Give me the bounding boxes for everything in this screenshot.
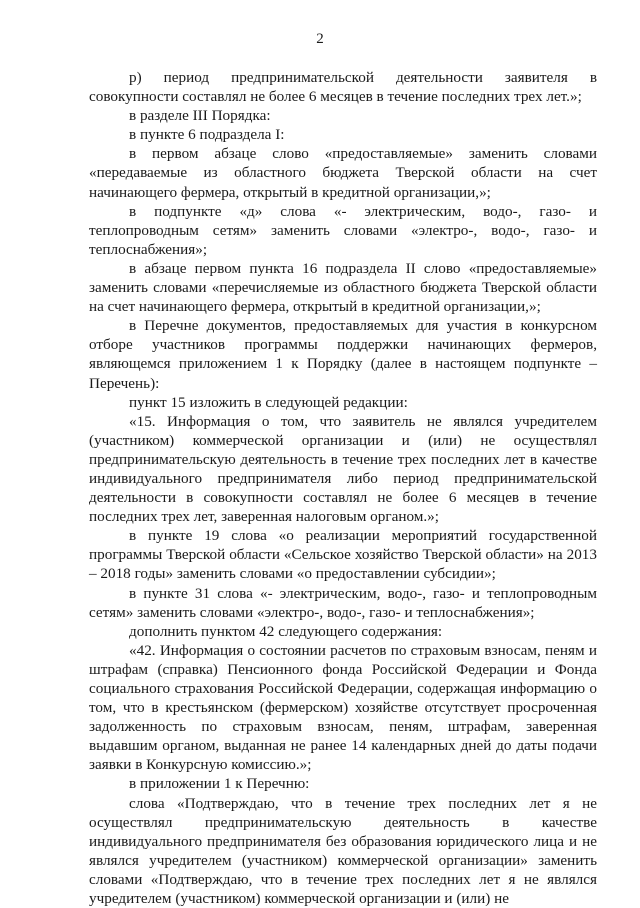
paragraph: дополнить пунктом 42 следующего содержания: (129, 622, 443, 640)
paragraph: в пункте 6 подраздела I: (129, 126, 285, 144)
paragraph: в подпункте «д» слова «- электрическим, водо-, газо- и теплопроводным сетям» заменить словами «электро-, водо-, газо- и теплоснабжения»; (89, 202, 597, 258)
paragraph: слова «Подтверждаю, что в течение трех последних лет я не осуществлял предпринимательскую деятельность в качестве индивидуального предпринимателя без образования юридического лица и не являлся учредителем (участником) коммерческой организации» заменить словами «Подтверждаю, что в течение трех последних лет я не являлся учредителем (участником) коммерческой организации и (или) не (89, 794, 597, 908)
paragraph: в разделе III Порядка: (129, 107, 271, 125)
page-number: 2 (316, 31, 324, 47)
paragraph: «15. Информация о том, что заявитель не являлся учредителем (участником) коммерческой организации и (или) не осуществлял предпринимательскую деятельность в течение трех последних лет в качестве индивидуального предпринимателя либо период предпринимательской деятельности в совокупности составлял не более 6 месяцев в течение последних трех лет, заверенная налоговым органом.»; (89, 412, 597, 526)
document-body (89, 68, 597, 908)
paragraph: в пункте 19 слова «о реализации мероприятий государственной программы Тверской области «Сельское хозяйство Тверской области» на 2013 – 2018 годы» заменить словами «о предоставлении субсидии»; (89, 527, 597, 583)
paragraph: «42. Информация о состоянии расчетов по страховым взносам, пеням и штрафам (справка) Пенсионного фонда Российской Федерации и Фонда социального страхования Российской Федерации, содержащая информацию о том, что в крестьянском (фермерском) хозяйстве отсутствует просроченная задолженность по страховым взносам, пеням, штрафам, заверенная выдавшим органом, выданная не ранее 14 календарных дней до даты подачи заявки в Конкурсную комиссию.»; (89, 641, 597, 774)
paragraph: в пункте 31 слова «- электрическим, водо-, газо- и теплопроводным сетям» заменить словами «электро-, водо-, газо- и теплоснабжения»; (89, 584, 597, 621)
paragraph: в первом абзаце слово «предоставляемые» заменить словами «передаваемые из областного бюджета Тверской области на счет начинающего фермера, открытый в кредитной организации,»; (89, 145, 597, 201)
paragraph: пункт 15 изложить в следующей редакции: (129, 393, 408, 411)
paragraph: р) период предпринимательской деятельности заявителя в совокупности составлял не более 6 месяцев в течение последних трех лет.»; (89, 69, 597, 106)
paragraph: в Перечне документов, предоставляемых для участия в конкурсном отборе участников программы поддержки начинающих фермеров, являющемся приложением 1 к Порядку (далее в настоящем подпункте – Перечень): (89, 317, 597, 392)
paragraph: в приложении 1 к Перечню: (129, 775, 310, 793)
paragraph: в абзаце первом пункта 16 подраздела II слово «предоставляемые» заменить словами «перечисляемые из областного бюджета Тверской области на счет начинающего фермера, открытый в кредитной организации,»; (89, 259, 597, 316)
